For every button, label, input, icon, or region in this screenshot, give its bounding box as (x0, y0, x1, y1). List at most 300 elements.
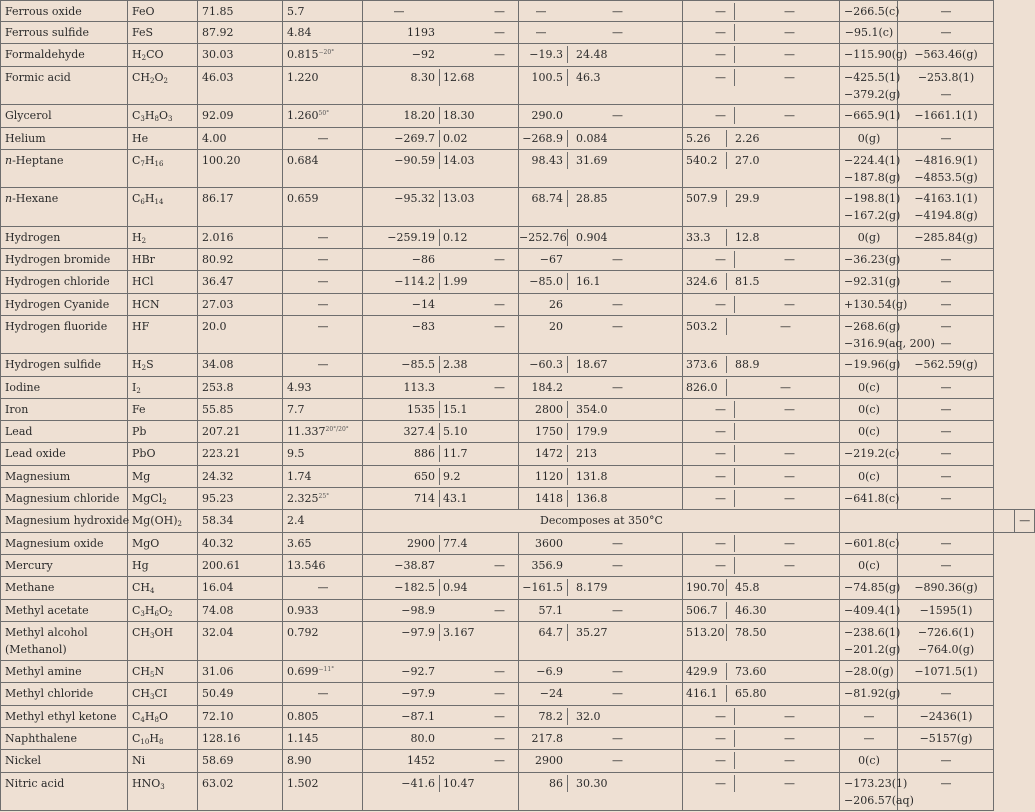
heat-of-combustion-cell: −5157(g) (898, 728, 994, 750)
heat-of-formation-cell: −268.6(g) −316.9(aq, 200) (840, 316, 898, 354)
heat-of-formation-cell: −92.31(g) (840, 271, 898, 294)
molecular-weight-cell: 58.69 (198, 750, 283, 773)
melting-point-cell: 2900 77.4 (363, 533, 519, 555)
heat-of-formation-cell: −665.9(1) (840, 105, 898, 128)
heat-of-formation-cell: 0(c) (840, 399, 898, 421)
specific-gravity-cell: — (283, 249, 363, 271)
heat-of-formation-cell: −425.5(1) −379.2(g) (840, 67, 898, 105)
heat-of-combustion-cell: — (898, 399, 994, 421)
molecular-weight-cell: 40.32 (198, 533, 283, 555)
melting-point-cell: −14 — (363, 294, 519, 316)
formula-cell: $CH_2O_2$ (128, 67, 198, 105)
critical-temp-cell: 324.6 81.5 (683, 271, 840, 294)
boiling-point-cell: 290.0 — (519, 105, 683, 128)
boiling-point-cell: −6.9 — (519, 661, 683, 683)
heat-of-combustion-cell: — (898, 294, 994, 316)
table-row (1, 555, 1035, 577)
specific-gravity-cell: 0.805 (283, 706, 363, 728)
boiling-point-cell: −19.3 24.48 (519, 44, 683, 67)
molecular-weight-cell: 71.85 (198, 1, 283, 22)
critical-temp-cell: — — (683, 728, 840, 750)
compound-name-cell: n-Heptane (1, 150, 128, 188)
heat-of-combustion-cell: — (898, 377, 994, 399)
formula-cell: $C_{10}H_8$ (128, 728, 198, 750)
boiling-point-cell: −161.5 8.179 (519, 577, 683, 600)
heat-of-combustion-cell: −4163.1(1) −4194.8(g) (898, 188, 994, 227)
heat-of-formation-cell: −19.96(g) (840, 354, 898, 377)
melting-point-cell: −98.9 — (363, 600, 519, 622)
table-row (1, 294, 1035, 316)
heat-of-combustion-cell: — (898, 1, 994, 22)
compound-name-cell: Nitric acid (1, 773, 128, 811)
melting-point-cell: 1452 — (363, 750, 519, 773)
boiling-point-cell: 1472 213 (519, 443, 683, 466)
table-row (1, 510, 1035, 533)
melting-point-cell: −83 — (363, 316, 519, 354)
specific-gravity-cell: 8.90 (283, 750, 363, 773)
boiling-point-cell: 2900 — (519, 750, 683, 773)
specific-gravity-cell: — (283, 354, 363, 377)
formula-cell: FeS (128, 22, 198, 44)
formula-cell: $C_3H_6O_2$ (128, 600, 198, 622)
table-row (1, 399, 1035, 421)
heat-of-combustion-cell: — (898, 773, 994, 811)
heat-of-combustion-cell: — (898, 533, 994, 555)
table-row (1, 600, 1035, 622)
formula-cell: $H_2$ (128, 227, 198, 249)
critical-temp-cell: 507.9 29.9 (683, 188, 840, 227)
table-row (1, 750, 1035, 773)
formula-cell: $H_2CO$ (128, 44, 198, 67)
heat-of-formation-cell: 0(c) (840, 377, 898, 399)
specific-gravity-cell: 1.145 (283, 728, 363, 750)
compound-name-cell: Glycerol (1, 105, 128, 128)
critical-temp-cell: 503.2 — (683, 316, 840, 354)
heat-of-combustion-cell: — (898, 443, 994, 466)
critical-temp-cell: — — (683, 555, 840, 577)
melting-point-cell: −92.7 — (363, 661, 519, 683)
heat-of-formation-cell: 0(g) (840, 227, 898, 249)
compound-name-cell: Mercury (1, 555, 128, 577)
boiling-point-cell: — — (519, 1, 683, 22)
molecular-weight-cell: 4.00 (198, 128, 283, 150)
critical-temp-cell: 826.0 — (683, 377, 840, 399)
heat-of-formation-cell: −28.0(g) (840, 661, 898, 683)
compound-name-cell: Lead oxide (1, 443, 128, 466)
specific-gravity-cell: $11.337^{20^\circ/20^\circ}$ (283, 421, 363, 443)
melting-point-cell: 80.0 — (363, 728, 519, 750)
heat-of-combustion-cell: −1661.1(1) (898, 105, 994, 128)
formula-cell: HCl (128, 271, 198, 294)
melting-point-cell: 1193 — (363, 22, 519, 44)
compound-name-cell: Hydrogen bromide (1, 249, 128, 271)
table-row (1, 683, 1035, 706)
compound-name-cell: Formic acid (1, 67, 128, 105)
specific-gravity-cell: 1.502 (283, 773, 363, 811)
molecular-weight-cell: 207.21 (198, 421, 283, 443)
boiling-point-cell: 78.2 32.0 (519, 706, 683, 728)
formula-cell: $CH_5N$ (128, 661, 198, 683)
boiling-point-cell: 100.5 46.3 (519, 67, 683, 105)
melting-point-cell: −97.9 — (363, 683, 519, 706)
melting-point-cell: 18.20 18.30 (363, 105, 519, 128)
formula-cell: $H_2S$ (128, 354, 198, 377)
table-row (1, 377, 1035, 399)
formula-cell: $CH_3CI$ (128, 683, 198, 706)
compound-name-cell: Methyl acetate (1, 600, 128, 622)
compound-name-cell: Methane (1, 577, 128, 600)
boiling-point-cell: 57.1 — (519, 600, 683, 622)
heat-of-formation-cell: −601.8(c) (840, 533, 898, 555)
molecular-weight-cell: 72.10 (198, 706, 283, 728)
boiling-point-cell: 1120 131.8 (519, 466, 683, 488)
melting-point-cell: −86 — (363, 249, 519, 271)
critical-temp-cell: — — (683, 443, 840, 466)
compound-name-cell: Hydrogen fluoride (1, 316, 128, 354)
formula-cell: Pb (128, 421, 198, 443)
formula-cell: $C_3H_8O_3$ (128, 105, 198, 128)
table-row (1, 105, 1035, 128)
molecular-weight-cell: 87.92 (198, 22, 283, 44)
heat-of-combustion-cell: — (1014, 510, 1035, 533)
compound-name-cell: Lead (1, 421, 128, 443)
compound-name-cell: Hydrogen chloride (1, 271, 128, 294)
molecular-weight-cell: 95.23 (198, 488, 283, 510)
melting-point-cell: −97.9 3.167 (363, 622, 519, 661)
molecular-weight-cell: 58.34 (198, 510, 283, 533)
compound-name-cell: Methyl ethyl ketone (1, 706, 128, 728)
formula-cell: MgCl$_2$ (128, 488, 198, 510)
table-row (1, 533, 1035, 555)
specific-gravity-cell: 9.5 (283, 443, 363, 466)
table-row (1, 622, 1035, 661)
molecular-weight-cell: 100.20 (198, 150, 283, 188)
molecular-weight-cell: 27.03 (198, 294, 283, 316)
decomposes-note-cell: Decomposes at 350°C (363, 510, 840, 533)
critical-temp-cell: 429.9 73.60 (683, 661, 840, 683)
melting-point-cell: −182.5 0.94 (363, 577, 519, 600)
specific-gravity-cell: — (283, 294, 363, 316)
compound-name-cell: Methyl amine (1, 661, 128, 683)
melting-point-cell: −114.2 1.99 (363, 271, 519, 294)
critical-temp-cell: — — (683, 105, 840, 128)
compound-name-cell: Magnesium chloride (1, 488, 128, 510)
heat-of-combustion-cell: — (898, 421, 994, 443)
critical-temp-cell: — — (683, 533, 840, 555)
heat-of-formation-cell: −115.90(g) (840, 44, 898, 67)
table-row (1, 188, 1035, 227)
table-row (1, 227, 1035, 249)
melting-point-cell: −85.5 2.38 (363, 354, 519, 377)
heat-of-combustion-cell: −890.36(g) (898, 577, 994, 600)
formula-cell: $C_6H_{14}$ (128, 188, 198, 227)
boiling-point-cell: −252.76 0.904 (519, 227, 683, 249)
table-row (1, 1, 1035, 22)
heat-of-combustion-cell: −253.8(1) — (898, 67, 994, 105)
formula-cell: $I_2$ (128, 377, 198, 399)
specific-gravity-cell: 2.4 (283, 510, 363, 533)
specific-gravity-cell: 1.74 (283, 466, 363, 488)
critical-temp-cell: 5.26 2.26 (683, 128, 840, 150)
specific-gravity-cell: — (283, 128, 363, 150)
heat-of-combustion-cell: — (898, 750, 994, 773)
molecular-weight-cell: 31.06 (198, 661, 283, 683)
critical-temp-cell: 33.3 12.8 (683, 227, 840, 249)
table-row (1, 67, 1035, 105)
compound-name-cell: Formaldehyde (1, 44, 128, 67)
formula-cell: He (128, 128, 198, 150)
molecular-weight-cell: 50.49 (198, 683, 283, 706)
table-row (1, 22, 1035, 44)
compound-name-cell: Magnesium oxide (1, 533, 128, 555)
melting-point-cell: 113.3 — (363, 377, 519, 399)
molecular-weight-cell: 34.08 (198, 354, 283, 377)
heat-of-combustion-cell: −4816.9(1) −4853.5(g) (898, 150, 994, 188)
critical-temp-cell: 190.70 45.8 (683, 577, 840, 600)
critical-temp-cell: — — (683, 773, 840, 811)
formula-cell: MgO (128, 533, 198, 555)
critical-temp-cell: 513.20 78.50 (683, 622, 840, 661)
molecular-weight-cell: 24.32 (198, 466, 283, 488)
table-row (1, 316, 1035, 354)
critical-temp-cell: 540.2 27.0 (683, 150, 840, 188)
compound-name-cell: Ferrous oxide (1, 1, 128, 22)
table-row (1, 271, 1035, 294)
table-row (1, 728, 1035, 750)
specific-gravity-cell: — (283, 577, 363, 600)
melting-point-cell: 1535 15.1 (363, 399, 519, 421)
formula-cell: $Mg(OH)_2$ (128, 510, 198, 533)
molecular-weight-cell: 128.16 (198, 728, 283, 750)
heat-of-combustion-cell: — (898, 488, 994, 510)
table-body (1, 1, 1035, 811)
heat-of-combustion-cell: −285.84(g) (898, 227, 994, 249)
critical-temp-cell: — — (683, 466, 840, 488)
melting-point-cell: −95.32 13.03 (363, 188, 519, 227)
formula-cell: PbO (128, 443, 198, 466)
melting-point-cell: 714 43.1 (363, 488, 519, 510)
molecular-weight-cell: 223.21 (198, 443, 283, 466)
melting-point-cell: −92 — (363, 44, 519, 67)
heat-of-formation-cell: −74.85(g) (840, 577, 898, 600)
boiling-point-cell: 68.74 28.85 (519, 188, 683, 227)
boiling-point-cell: 86 30.30 (519, 773, 683, 811)
critical-props-cell (840, 510, 994, 533)
table-row (1, 661, 1035, 683)
critical-temp-cell: 416.1 65.80 (683, 683, 840, 706)
heat-of-combustion-cell: — (898, 249, 994, 271)
heat-of-formation-cell: −641.8(c) (840, 488, 898, 510)
table-row (1, 421, 1035, 443)
molecular-weight-cell: 92.09 (198, 105, 283, 128)
boiling-point-cell: 2800 354.0 (519, 399, 683, 421)
molecular-weight-cell: 36.47 (198, 271, 283, 294)
boiling-point-cell: −67 — (519, 249, 683, 271)
table-row (1, 128, 1035, 150)
formula-cell: Ni (128, 750, 198, 773)
molecular-weight-cell: 253.8 (198, 377, 283, 399)
heat-of-formation-cell: −224.4(1) −187.8(g) (840, 150, 898, 188)
critical-temp-cell: — — (683, 22, 840, 44)
compound-name-cell: Methyl chloride (1, 683, 128, 706)
formula-cell: $C_7H_{16}$ (128, 150, 198, 188)
boiling-point-cell: 1750 179.9 (519, 421, 683, 443)
table-row (1, 706, 1035, 728)
specific-gravity-cell: 4.93 (283, 377, 363, 399)
formula-cell: $HNO_3$ (128, 773, 198, 811)
specific-gravity-cell: — (283, 227, 363, 249)
melting-point-cell: 886 11.7 (363, 443, 519, 466)
heat-of-formation-cell: −238.6(1) −201.2(g) (840, 622, 898, 661)
boiling-point-cell: 64.7 35.27 (519, 622, 683, 661)
molecular-weight-cell: 30.03 (198, 44, 283, 67)
heat-of-combustion-cell: — (898, 22, 994, 44)
specific-gravity-cell: 1.220 (283, 67, 363, 105)
heat-of-formation-cell: — (840, 728, 898, 750)
table-row (1, 354, 1035, 377)
molecular-weight-cell: 46.03 (198, 67, 283, 105)
heat-of-combustion-cell: — (898, 683, 994, 706)
specific-gravity-cell: 3.65 (283, 533, 363, 555)
heat-of-combustion-cell: −726.6(1) −764.0(g) (898, 622, 994, 661)
critical-temp-cell: — — (683, 488, 840, 510)
heat-of-formation-cell: 0(c) (840, 750, 898, 773)
boiling-point-cell: 217.8 — (519, 728, 683, 750)
specific-gravity-cell: $0.815^{-20^\circ}$ (283, 44, 363, 67)
boiling-point-cell: −85.0 16.1 (519, 271, 683, 294)
melting-point-cell: −38.87 — (363, 555, 519, 577)
heat-of-combustion-cell: — — (898, 316, 994, 354)
heat-of-formation-cell: −36.23(g) (840, 249, 898, 271)
compound-name-cell: Iron (1, 399, 128, 421)
critical-temp-cell: — — (683, 750, 840, 773)
table-row (1, 488, 1035, 510)
molecular-weight-cell: 74.08 (198, 600, 283, 622)
heat-of-combustion-cell: — (898, 128, 994, 150)
critical-temp-cell: 373.6 88.9 (683, 354, 840, 377)
melting-point-cell: −90.59 14.03 (363, 150, 519, 188)
specific-gravity-cell: 13.546 (283, 555, 363, 577)
molecular-weight-cell: 16.04 (198, 577, 283, 600)
compound-name-cell: Methyl alcohol (Methanol) (1, 622, 128, 661)
formula-cell: HCN (128, 294, 198, 316)
melting-point-cell: −41.6 10.47 (363, 773, 519, 811)
heat-of-formation-cell: 0(g) (840, 128, 898, 150)
boiling-point-cell: 356.9 — (519, 555, 683, 577)
melting-point-cell: −87.1 — (363, 706, 519, 728)
melting-point-cell: 650 9.2 (363, 466, 519, 488)
compound-name-cell: Hydrogen Cyanide (1, 294, 128, 316)
heat-of-formation-cell: 0(c) (840, 555, 898, 577)
table-row (1, 44, 1035, 67)
boiling-point-cell: — — (519, 22, 683, 44)
compound-name-cell: Naphthalene (1, 728, 128, 750)
formula-cell: Mg (128, 466, 198, 488)
boiling-point-cell: 98.43 31.69 (519, 150, 683, 188)
formula-cell: $CH_4$ (128, 577, 198, 600)
heat-of-formation-cell: −198.8(1) −167.2(g) (840, 188, 898, 227)
specific-gravity-cell: — (283, 683, 363, 706)
melting-point-cell: — — (363, 1, 519, 22)
compound-name-cell: Nickel (1, 750, 128, 773)
critical-temp-cell: — — (683, 399, 840, 421)
critical-temp-cell: — — (683, 706, 840, 728)
compound-name-cell: Hydrogen (1, 227, 128, 249)
boiling-point-cell: 26 — (519, 294, 683, 316)
specific-gravity-cell: $0.699^{-11^\circ}$ (283, 661, 363, 683)
formula-cell: $C_4H_8O$ (128, 706, 198, 728)
molecular-weight-cell: 32.04 (198, 622, 283, 661)
heat-of-formation-cell: −409.4(1) (840, 600, 898, 622)
molecular-weight-cell: 200.61 (198, 555, 283, 577)
heat-of-formation-cell: −81.92(g) (840, 683, 898, 706)
boiling-point-cell: 3600 — (519, 533, 683, 555)
boiling-point-cell: −268.9 0.084 (519, 128, 683, 150)
critical-temp-cell: — — (683, 294, 840, 316)
critical-temp-cell: — — (683, 1, 840, 22)
heat-of-formation-cell: — (840, 706, 898, 728)
formula-cell: Hg (128, 555, 198, 577)
compound-name-cell: Magnesium hydroxide (1, 510, 128, 533)
boiling-point-cell: 20 — (519, 316, 683, 354)
boiling-point-cell: −24 — (519, 683, 683, 706)
specific-gravity-cell: 4.84 (283, 22, 363, 44)
specific-gravity-cell: — (283, 316, 363, 354)
boiling-point-cell: −60.3 18.67 (519, 354, 683, 377)
heat-of-combustion-cell: −562.59(g) (898, 354, 994, 377)
table-row (1, 466, 1035, 488)
table-row (1, 773, 1035, 811)
compound-name-cell: Hydrogen sulfide (1, 354, 128, 377)
molecular-weight-cell: 20.0 (198, 316, 283, 354)
heat-of-combustion-cell: −563.46(g) (898, 44, 994, 67)
critical-temp-cell: — (683, 421, 840, 443)
molecular-weight-cell: 2.016 (198, 227, 283, 249)
formula-cell: $CH_3OH$ (128, 622, 198, 661)
molecular-weight-cell: 86.17 (198, 188, 283, 227)
heat-of-formation-cell (994, 510, 1015, 533)
heat-of-combustion-cell: — (898, 466, 994, 488)
boiling-point-cell: 184.2 — (519, 377, 683, 399)
specific-gravity-cell: $2.325^{25^\circ}$ (283, 488, 363, 510)
heat-of-formation-cell: +130.54(g) (840, 294, 898, 316)
melting-point-cell: 327.4 5.10 (363, 421, 519, 443)
heat-of-combustion-cell: −1595(1) (898, 600, 994, 622)
heat-of-formation-cell: −95.1(c) (840, 22, 898, 44)
table-row (1, 577, 1035, 600)
heat-of-formation-cell: −266.5(c) (840, 1, 898, 22)
melting-point-cell: 8.30 12.68 (363, 67, 519, 105)
table-row (1, 150, 1035, 188)
heat-of-formation-cell: 0(c) (840, 421, 898, 443)
specific-gravity-cell: $1.260^{50^\circ}$ (283, 105, 363, 128)
formula-cell: Fe (128, 399, 198, 421)
specific-gravity-cell: 0.792 (283, 622, 363, 661)
compound-name-cell: Iodine (1, 377, 128, 399)
specific-gravity-cell: — (283, 271, 363, 294)
formula-cell: FeO (128, 1, 198, 22)
molecular-weight-cell: 80.92 (198, 249, 283, 271)
heat-of-formation-cell: −219.2(c) (840, 443, 898, 466)
heat-of-combustion-cell: — (898, 271, 994, 294)
critical-temp-cell: — — (683, 44, 840, 67)
formula-cell: HBr (128, 249, 198, 271)
formula-cell: HF (128, 316, 198, 354)
heat-of-combustion-cell: −1071.5(1) (898, 661, 994, 683)
heat-of-combustion-cell: — (898, 555, 994, 577)
specific-gravity-cell: 5.7 (283, 1, 363, 22)
compound-name-cell: Ferrous sulfide (1, 22, 128, 44)
